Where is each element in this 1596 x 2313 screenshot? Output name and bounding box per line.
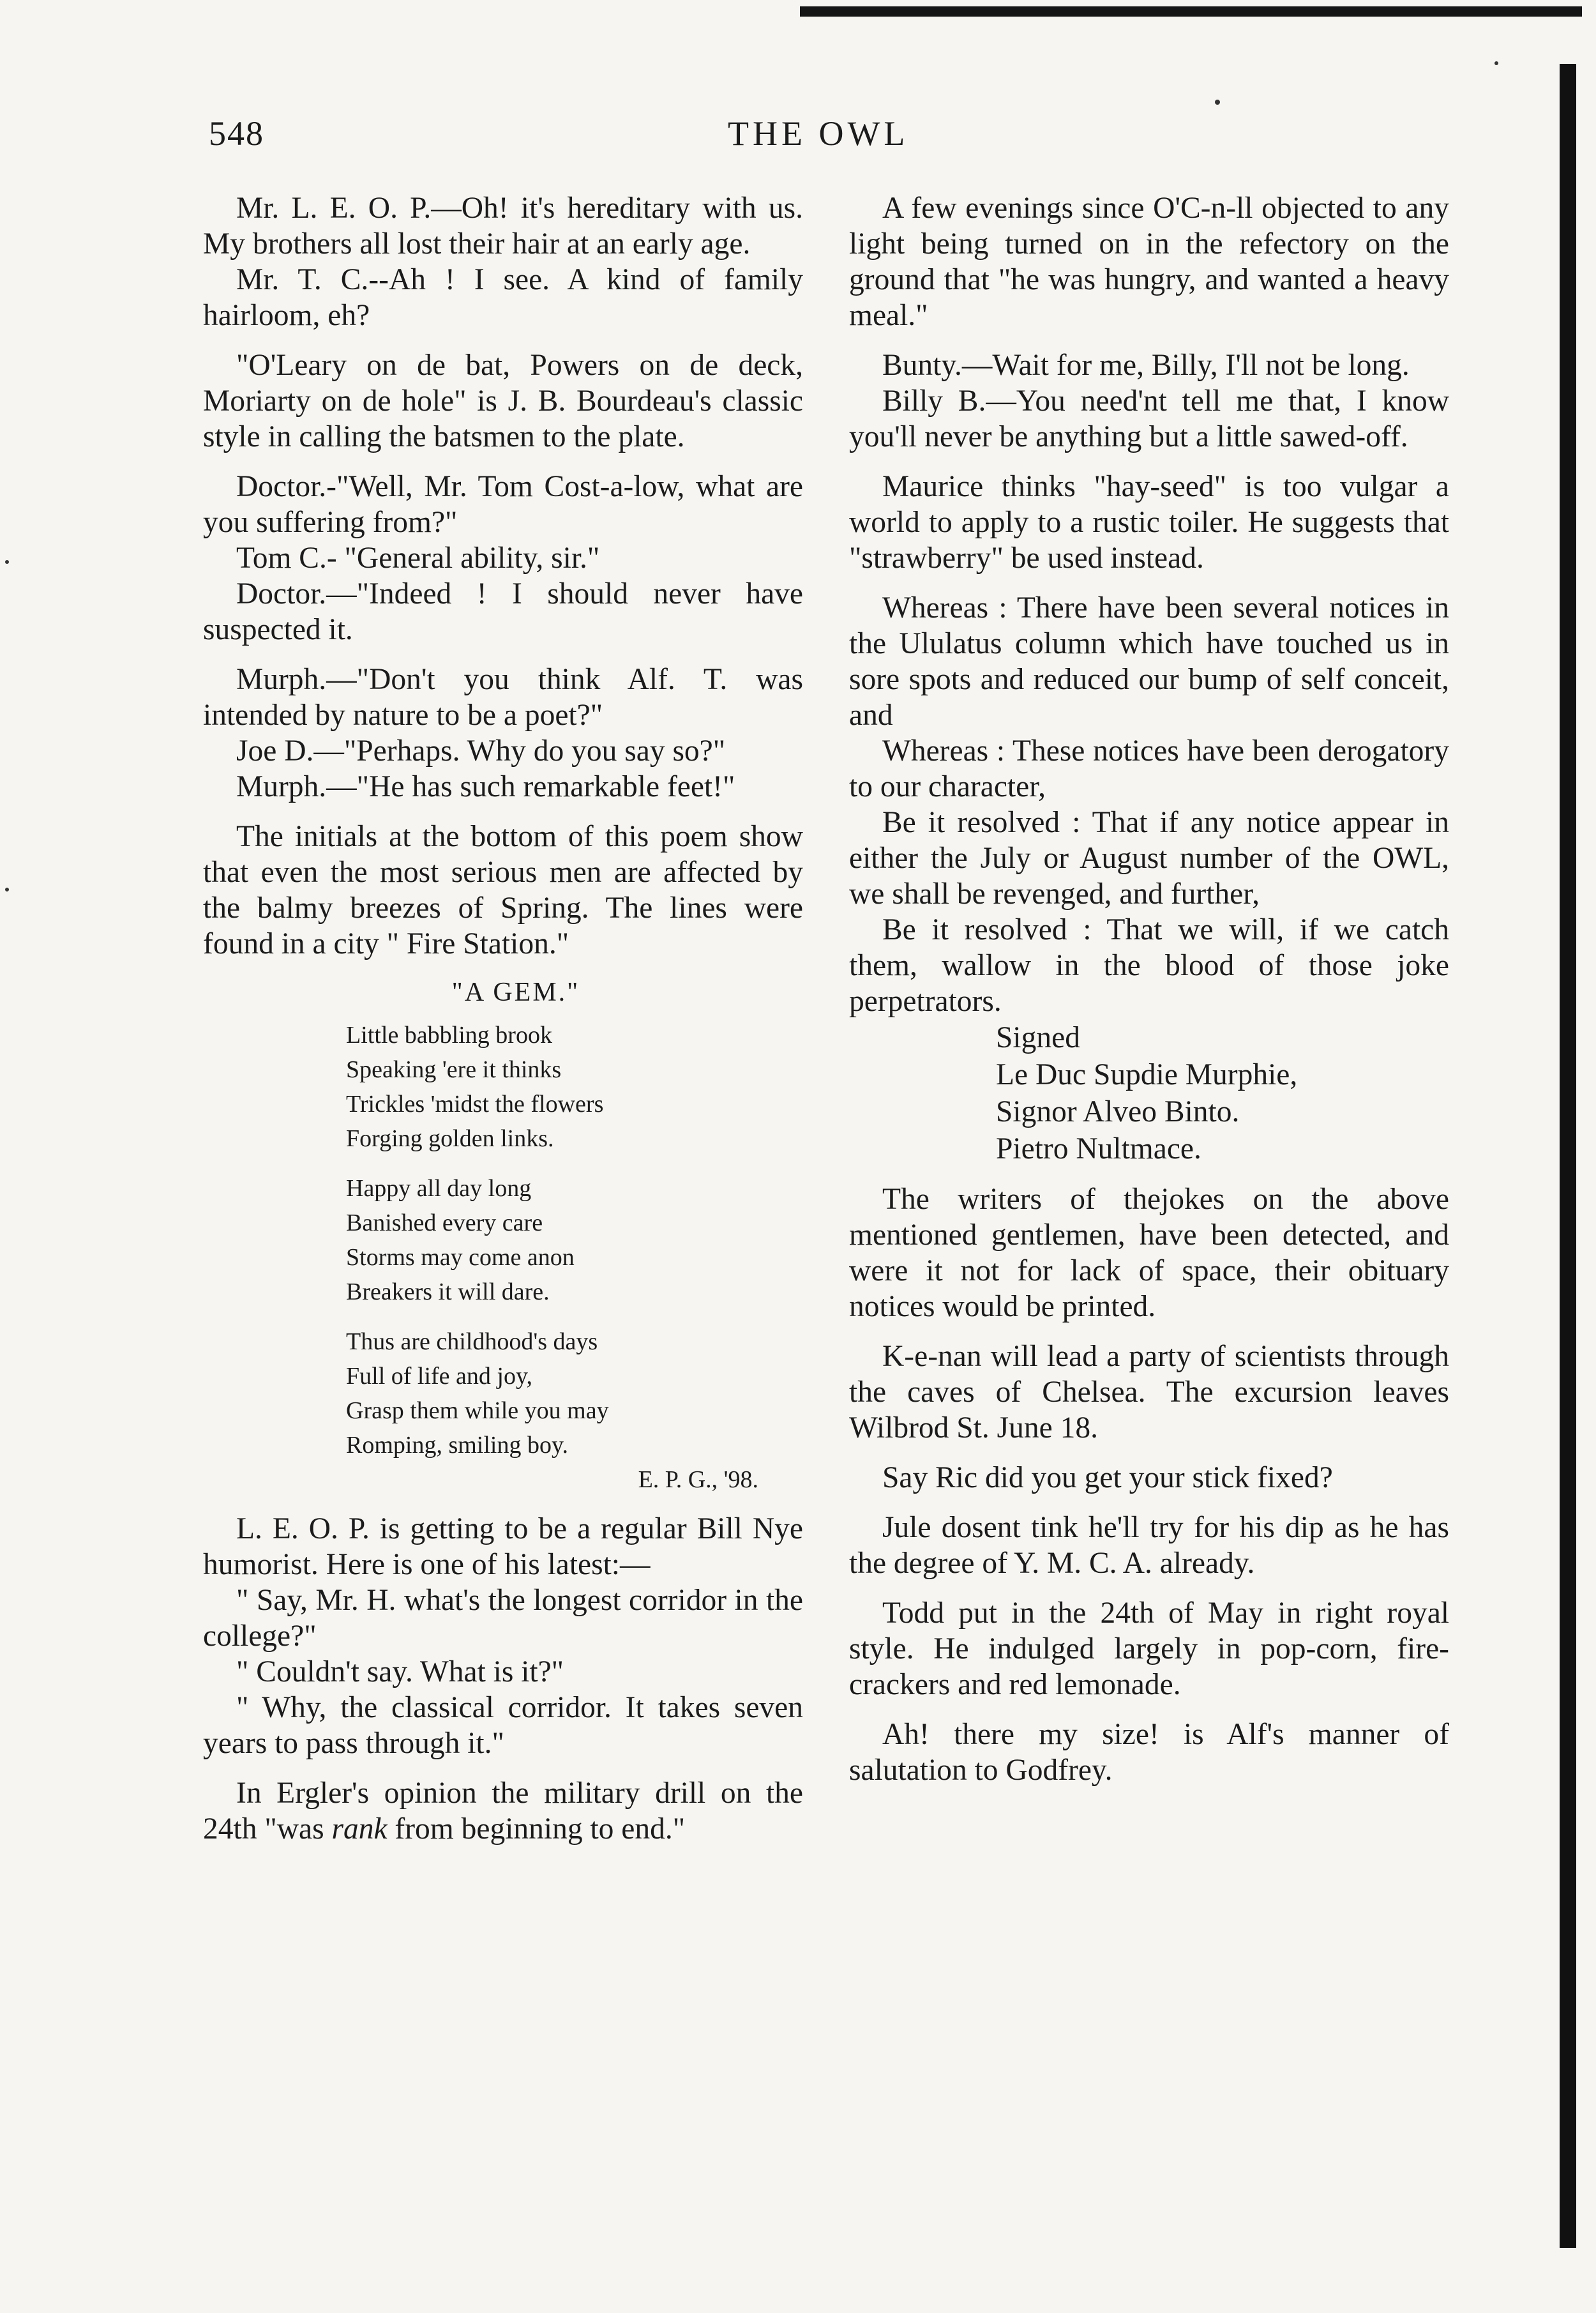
signer-name: Pietro Nultmace.: [996, 1132, 1201, 1165]
poem-line: Trickles 'midst the flowers: [346, 1091, 604, 1118]
paragraph: Joe D.—"Perhaps. Why do you say so?": [236, 734, 726, 768]
signature-block: [996, 1019, 1449, 1167]
paragraph: Bunty.—Wait for me, Billy, I'll not be long.: [882, 349, 1410, 382]
poem-line: Banished every care: [346, 1210, 543, 1236]
text-run: In Ergler's opinion the military drill on the 24th "was: [203, 1777, 803, 1846]
italic-word: rank: [331, 1812, 388, 1846]
paragraph: Billy B.—You need'nt tell me that, I know you'll never be anything but a little sawed-off.: [849, 384, 1449, 453]
print-speck: [1494, 61, 1498, 65]
paragraph: Tom C.- "General ability, sir.": [236, 542, 600, 575]
paragraph: A few evenings since O'C-n-ll objected to any light being turned on in the refectory on the ground that "he was hungry, and wanted a heavy meal.": [849, 192, 1449, 332]
paragraph: " Couldn't say. What is it?": [236, 1655, 564, 1688]
paragraph: Todd put in the 24th of May in right royal style. He indulged largely in pop-corn, fire-crackers and red lemonade.: [849, 1596, 1449, 1701]
paragraph: Whereas : There have been several notices in the Ululatus column which have touched us in sore spots and reduced our bump of self conceit, and: [849, 591, 1449, 732]
poem-line: Grasp them while you may: [346, 1397, 609, 1424]
paragraph: "O'Leary on de bat, Powers on de deck, Moriarty on de hole" is J. B. Bourdeau's classic style in calling the batsmen to the plate.: [203, 349, 803, 453]
print-speck: [1215, 100, 1220, 105]
poem-stanza: [346, 1324, 803, 1462]
paragraph: " Say, Mr. H. what's the longest corridor in the college?": [203, 1584, 803, 1653]
paragraph: Maurice thinks "hay-seed" is too vulgar a world to apply to a rustic toiler. He suggests that "strawberry" be used instead.: [849, 470, 1449, 575]
paragraph: K-e-nan will lead a party of scientists through the caves of Chelsea. The excursion leaves Wilbrod St. June 18.: [849, 1340, 1449, 1445]
paragraph: L. E. O. P. is getting to be a regular Bill Nye humorist. Here is one of his latest:—: [203, 1512, 803, 1581]
poem-line: Breakers it will dare.: [346, 1278, 550, 1305]
poem-line: Full of life and joy,: [346, 1363, 532, 1390]
poem-line: Speaking 'ere it thinks: [346, 1056, 562, 1083]
left-column: [203, 190, 803, 1847]
paragraph: Mr. L. E. O. P.—Oh! it's hereditary with us. My brothers all lost their hair at an early age.: [203, 192, 803, 261]
paragraph: Ah! there my size! is Alf's manner of salutation to Godfrey.: [849, 1718, 1449, 1787]
paragraph: Whereas : These notices have been derogatory to our character,: [849, 734, 1449, 803]
paragraph: The initials at the bottom of this poem show that even the most serious men are affected by the balmy breezes of Spring. The lines were found in a city " Fire Station.": [203, 820, 803, 960]
signer-name: Le Duc Supdie Murphie,: [996, 1058, 1298, 1091]
paragraph: " Why, the classical corridor. It takes seven years to pass through it.": [203, 1691, 803, 1760]
right-border-rule: [1560, 64, 1576, 2248]
text-run: from beginning to end.": [387, 1812, 686, 1846]
paragraph: Doctor.-"Well, Mr. Tom Cost-a-low, what are you suffering from?": [203, 470, 803, 539]
poem-line: Thus are childhood's days: [346, 1328, 598, 1355]
poem-signature: E. P. G., '98.: [638, 1466, 758, 1493]
paragraph: Doctor.—"Indeed ! I should never have suspected it.: [203, 577, 803, 646]
signed-label: Signed: [996, 1021, 1080, 1054]
paragraph: Mr. T. C.--Ah ! I see. A kind of family hairloom, eh?: [203, 263, 803, 332]
paragraph: Be it resolved : That we will, if we catch them, wallow in the blood of those joke perpetrators.: [849, 913, 1449, 1018]
print-speck: [5, 888, 9, 891]
paragraph: Be it resolved : That if any notice appear in either the July or August number of the OWL, we shall be revenged, and further,: [849, 806, 1449, 911]
print-speck: [5, 560, 9, 564]
paragraph: Murph.—"Don't you think Alf. T. was intended by nature to be a poet?": [203, 663, 803, 732]
paragraph: Jule dosent tink he'll try for his dip as he has the degree of Y. M. C. A. already.: [849, 1511, 1449, 1580]
paragraph: [203, 1775, 803, 1847]
poem-title: "A GEM.": [451, 978, 580, 1007]
top-border-rule: [800, 6, 1582, 17]
poem-line: Happy all day long: [346, 1175, 532, 1202]
poem-line: Romping, smiling boy.: [346, 1432, 569, 1459]
page-number: 548: [209, 114, 264, 153]
poem-stanza: [346, 1171, 803, 1309]
right-column: [849, 190, 1449, 1788]
signer-name: Signor Alveo Binto.: [996, 1095, 1240, 1128]
paragraph: Murph.—"He has such remarkable feet!": [236, 770, 735, 803]
poem-stanza: [346, 1018, 803, 1156]
paragraph: Say Ric did you get your stick fixed?: [882, 1461, 1333, 1494]
paragraph: The writers of thejokes on the above mentioned gentlemen, have been detected, and were it not for lack of space, their obituary notices would be printed.: [849, 1183, 1449, 1323]
running-title: THE OWL: [728, 114, 909, 153]
poem-line: Storms may come anon: [346, 1244, 575, 1271]
poem-line: Forging golden links.: [346, 1125, 554, 1152]
poem-line: Little babbling brook: [346, 1022, 552, 1049]
